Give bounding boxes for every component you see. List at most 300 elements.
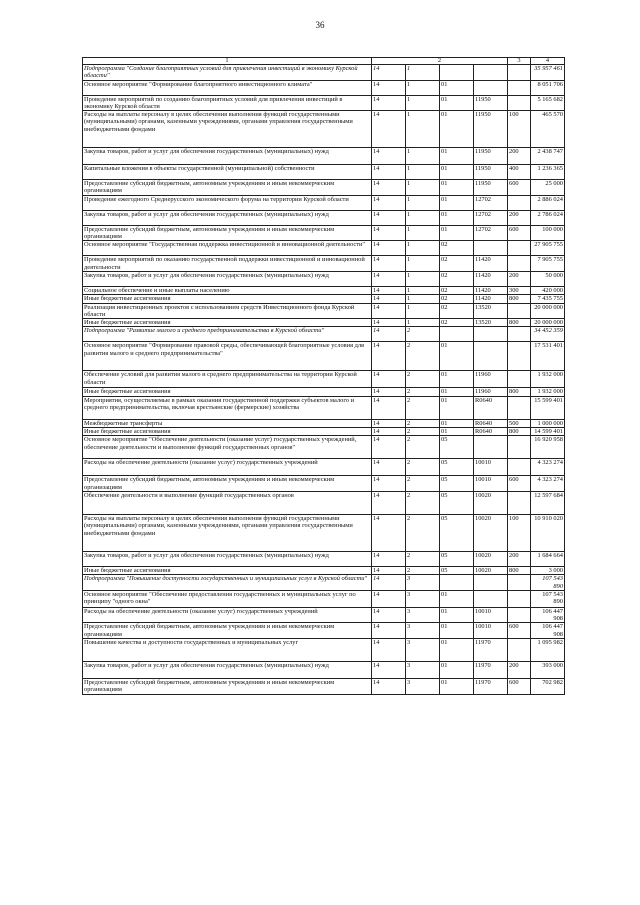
row-amount: 465 570 xyxy=(531,111,565,148)
row-code-c: 01 xyxy=(440,623,474,639)
table-row xyxy=(83,180,565,196)
row-code-a: 14 xyxy=(372,551,406,566)
row-code-e xyxy=(508,371,531,388)
row-amount: 393 000 xyxy=(531,662,565,679)
row-code-a: 14 xyxy=(372,371,406,388)
row-code-d: 12702 xyxy=(474,225,508,241)
row-amount: 107 543 890 xyxy=(531,590,565,607)
table-row xyxy=(83,271,565,286)
row-code-a: 14 xyxy=(372,148,406,165)
row-code-a: 14 xyxy=(372,476,406,492)
row-code-c: 01 xyxy=(440,95,474,111)
table-row xyxy=(83,165,565,180)
row-code-a: 14 xyxy=(372,419,406,427)
header-col-3: 3 xyxy=(508,58,531,65)
row-code-a: 14 xyxy=(372,639,406,662)
row-code-e xyxy=(508,256,531,272)
row-code-b: 1 xyxy=(406,303,440,319)
row-code-b: 2 xyxy=(406,342,440,371)
row-name: Основное мероприятие "Формирование правовой среды, обеспечивающей благоприятные условия для развития малого и среднего предпринимательства" xyxy=(83,342,372,371)
table-row xyxy=(83,419,565,427)
row-code-a: 14 xyxy=(372,303,406,319)
row-code-b: 3 xyxy=(406,575,440,591)
row-code-e: 800 xyxy=(508,388,531,396)
row-code-d: 11960 xyxy=(474,371,508,388)
row-code-e xyxy=(508,590,531,607)
row-code-b: 2 xyxy=(406,436,440,459)
row-code-b: 2 xyxy=(406,476,440,492)
table-row xyxy=(83,623,565,639)
row-code-e xyxy=(508,575,531,591)
row-amount: 25 000 xyxy=(531,180,565,196)
row-name: Закупка товаров, работ и услуг для обеспечения государственных (муниципальных) нужд xyxy=(83,271,372,286)
row-code-e xyxy=(508,303,531,319)
row-code-b: 1 xyxy=(406,256,440,272)
row-code-b: 1 xyxy=(406,225,440,241)
row-name: Основное мероприятие "Формирование благоприятного инвестиционного климата" xyxy=(83,80,372,95)
row-amount: 5 165 682 xyxy=(531,95,565,111)
row-name: Расходы на выплаты персоналу в целях обеспечения выполнения функций государственными (муниципальными) органами, казенными учреждениями, органами управления государственными внебюджетными фондами xyxy=(83,111,372,148)
row-amount: 4 323 274 xyxy=(531,459,565,476)
row-code-c: 01 xyxy=(440,388,474,396)
table-row xyxy=(83,388,565,396)
row-code-b: 1 xyxy=(406,80,440,95)
row-code-d: 11420 xyxy=(474,295,508,303)
table-row xyxy=(83,459,565,476)
row-code-a: 14 xyxy=(372,295,406,303)
row-code-a: 14 xyxy=(372,165,406,180)
row-code-d xyxy=(474,65,508,81)
row-amount: 20 000 000 xyxy=(531,303,565,319)
budget-table xyxy=(82,57,565,695)
row-name: Предоставление субсидий бюджетным, автономным учреждениям и иным некоммерческим организациям xyxy=(83,679,372,695)
row-code-e: 600 xyxy=(508,476,531,492)
row-code-c xyxy=(440,575,474,591)
row-code-a: 14 xyxy=(372,436,406,459)
row-code-b: 2 xyxy=(406,388,440,396)
row-code-c: 01 xyxy=(440,195,474,210)
row-code-a: 14 xyxy=(372,514,406,551)
row-code-e: 800 xyxy=(508,295,531,303)
table-row xyxy=(83,662,565,679)
row-amount: 1 095 982 xyxy=(531,639,565,662)
row-name: Повышение качества и доступности государственных и муниципальных услуг xyxy=(83,639,372,662)
row-code-a: 14 xyxy=(372,271,406,286)
row-code-b: 1 xyxy=(406,65,440,81)
row-amount: 1 236 365 xyxy=(531,165,565,180)
row-name: Иные бюджетные ассигнования xyxy=(83,428,372,436)
row-code-d: 11420 xyxy=(474,271,508,286)
row-code-e xyxy=(508,327,531,342)
row-code-b: 3 xyxy=(406,662,440,679)
row-code-e: 600 xyxy=(508,679,531,695)
table-row xyxy=(83,210,565,225)
row-code-b: 2 xyxy=(406,419,440,427)
table-row xyxy=(83,491,565,514)
row-amount: 100 000 xyxy=(531,225,565,241)
row-amount: 27 905 755 xyxy=(531,241,565,256)
row-code-b: 1 xyxy=(406,241,440,256)
row-name: Предоставление субсидий бюджетным, автономным учреждениям и иным некоммерческим организациям xyxy=(83,623,372,639)
row-amount: 2 786 024 xyxy=(531,210,565,225)
table-row xyxy=(83,342,565,371)
row-code-d xyxy=(474,241,508,256)
row-code-a: 14 xyxy=(372,195,406,210)
row-name: Основное мероприятие "Обеспечение предоставления государственных и муниципальных услуг по принципу "одного окна" xyxy=(83,590,372,607)
row-code-a: 14 xyxy=(372,111,406,148)
row-code-c: 01 xyxy=(440,590,474,607)
row-code-c: 02 xyxy=(440,241,474,256)
row-code-b: 2 xyxy=(406,566,440,574)
row-code-b: 1 xyxy=(406,295,440,303)
row-code-c: 01 xyxy=(440,371,474,388)
row-code-e: 600 xyxy=(508,180,531,196)
row-code-c: 05 xyxy=(440,491,474,514)
row-code-e xyxy=(508,80,531,95)
table-row xyxy=(83,111,565,148)
row-code-d: 12702 xyxy=(474,195,508,210)
row-code-d: 10010 xyxy=(474,623,508,639)
row-code-a: 14 xyxy=(372,491,406,514)
row-code-b: 3 xyxy=(406,607,440,623)
row-code-e xyxy=(508,436,531,459)
row-code-c: 01 xyxy=(440,419,474,427)
row-name: Обеспечение условий для развития малого и среднего предпринимательства на территории Курской области xyxy=(83,371,372,388)
row-code-e: 300 xyxy=(508,286,531,294)
row-name: Обеспечение деятельности и выполнение функций государственных органов xyxy=(83,491,372,514)
row-code-e: 100 xyxy=(508,111,531,148)
row-code-a: 14 xyxy=(372,286,406,294)
row-code-e: 600 xyxy=(508,225,531,241)
table-row xyxy=(83,327,565,342)
row-code-c: 01 xyxy=(440,80,474,95)
row-code-d: 11970 xyxy=(474,639,508,662)
row-code-e: 800 xyxy=(508,319,531,327)
row-code-d: 10020 xyxy=(474,551,508,566)
table-row xyxy=(83,225,565,241)
table-row xyxy=(83,319,565,327)
table-row xyxy=(83,679,565,695)
row-code-d: R0640 xyxy=(474,396,508,419)
row-code-b: 1 xyxy=(406,271,440,286)
row-code-e: 200 xyxy=(508,662,531,679)
row-code-a: 14 xyxy=(372,180,406,196)
row-code-d: 11420 xyxy=(474,256,508,272)
row-name: Предоставление субсидий бюджетным, автономным учреждениям и иным некоммерческим организациям xyxy=(83,180,372,196)
row-code-c: 02 xyxy=(440,271,474,286)
row-code-b: 2 xyxy=(406,371,440,388)
row-code-a: 14 xyxy=(372,590,406,607)
table-row xyxy=(83,436,565,459)
row-code-d: 11950 xyxy=(474,180,508,196)
row-code-e: 800 xyxy=(508,428,531,436)
row-code-b: 1 xyxy=(406,180,440,196)
row-code-d: 11960 xyxy=(474,388,508,396)
row-code-d: 11970 xyxy=(474,662,508,679)
row-code-a: 14 xyxy=(372,623,406,639)
table-row xyxy=(83,195,565,210)
row-code-a: 14 xyxy=(372,428,406,436)
row-code-e xyxy=(508,342,531,371)
row-code-b: 2 xyxy=(406,514,440,551)
row-amount: 50 000 xyxy=(531,271,565,286)
row-name: Предоставление субсидий бюджетным, автономным учреждениям и иным некоммерческим организациям xyxy=(83,225,372,241)
row-code-d: 10010 xyxy=(474,476,508,492)
row-name: Подпрограмма "Создание благоприятных условий для привлечения инвестиций в экономику Курской области" xyxy=(83,65,372,81)
table-row xyxy=(83,428,565,436)
row-code-e: 400 xyxy=(508,165,531,180)
table-row xyxy=(83,80,565,95)
row-code-e: 200 xyxy=(508,210,531,225)
row-name: Социальное обеспечение и иные выплаты населению xyxy=(83,286,372,294)
row-code-e xyxy=(508,639,531,662)
row-code-c: 01 xyxy=(440,165,474,180)
row-code-e: 200 xyxy=(508,271,531,286)
row-code-e xyxy=(508,241,531,256)
table-row xyxy=(83,396,565,419)
row-code-a: 14 xyxy=(372,210,406,225)
row-code-a: 14 xyxy=(372,319,406,327)
row-name: Иные бюджетные ассигнования xyxy=(83,319,372,327)
row-amount: 420 000 xyxy=(531,286,565,294)
table-header-row xyxy=(83,58,565,65)
row-code-d xyxy=(474,436,508,459)
row-code-b: 2 xyxy=(406,459,440,476)
row-amount: 107 543 890 xyxy=(531,575,565,591)
row-code-c xyxy=(440,65,474,81)
row-code-d xyxy=(474,575,508,591)
row-code-b: 2 xyxy=(406,551,440,566)
row-code-c: 01 xyxy=(440,662,474,679)
row-name: Подпрограмма "Повышение доступности государственных и муниципальных услуг в Курской области" xyxy=(83,575,372,591)
row-code-c: 01 xyxy=(440,639,474,662)
row-name: Закупка товаров, работ и услуг для обеспечения государственных (муниципальных) нужд xyxy=(83,551,372,566)
table-row xyxy=(83,286,565,294)
row-code-c: 01 xyxy=(440,396,474,419)
row-code-c: 05 xyxy=(440,459,474,476)
row-code-b: 1 xyxy=(406,319,440,327)
table-row xyxy=(83,639,565,662)
header-col-4: 4 xyxy=(531,58,565,65)
row-code-e: 800 xyxy=(508,566,531,574)
table-row xyxy=(83,575,565,591)
row-amount: 16 920 958 xyxy=(531,436,565,459)
row-code-b: 1 xyxy=(406,165,440,180)
row-code-e: 500 xyxy=(508,419,531,427)
row-code-e xyxy=(508,65,531,81)
row-code-b: 3 xyxy=(406,623,440,639)
row-name: Реализация инвестиционных проектов с использованием средств Инвестиционного фонда Курской области xyxy=(83,303,372,319)
row-amount: 10 910 020 xyxy=(531,514,565,551)
row-name: Основное мероприятие "Государственная поддержка инвестиционной и инновационной деятельности" xyxy=(83,241,372,256)
row-name: Закупка товаров, работ и услуг для обеспечения государственных (муниципальных) нужд xyxy=(83,148,372,165)
row-amount: 34 452 359 xyxy=(531,327,565,342)
row-code-d: 13520 xyxy=(474,319,508,327)
row-name: Проведение мероприятий по созданию благоприятных условий для привлечения инвестиций в экономику Курской области xyxy=(83,95,372,111)
row-code-e xyxy=(508,396,531,419)
row-name: Проведение ежегодного Среднерусского экономического форума на территории Курской области xyxy=(83,195,372,210)
table-row xyxy=(83,476,565,492)
table-row xyxy=(83,514,565,551)
row-amount: 1 684 664 xyxy=(531,551,565,566)
row-code-d: 10020 xyxy=(474,566,508,574)
row-name: Проведение мероприятий по оказанию государственной поддержки инвестиционной и инновационной деятельности xyxy=(83,256,372,272)
table-row xyxy=(83,241,565,256)
row-code-c: 05 xyxy=(440,436,474,459)
row-code-d: 10020 xyxy=(474,514,508,551)
table-row xyxy=(83,551,565,566)
row-code-c: 01 xyxy=(440,111,474,148)
row-code-e: 200 xyxy=(508,148,531,165)
row-amount: 15 599 401 xyxy=(531,396,565,419)
row-code-d: 10020 xyxy=(474,491,508,514)
row-code-d xyxy=(474,342,508,371)
row-name: Капитальные вложения в объекты государственной (муниципальной) собственности xyxy=(83,165,372,180)
row-code-a: 14 xyxy=(372,566,406,574)
row-name: Мероприятия, осуществляемые в рамках оказания государственной поддержки субъектов малого и среднего предпринимательства, включая крестьянские (фермерские) хозяйства xyxy=(83,396,372,419)
row-amount: 106 447 908 xyxy=(531,607,565,623)
row-amount: 20 000 000 xyxy=(531,319,565,327)
row-code-c: 01 xyxy=(440,210,474,225)
row-name: Межбюджетные трансферты xyxy=(83,419,372,427)
row-code-e xyxy=(508,607,531,623)
row-amount: 1 932 000 xyxy=(531,388,565,396)
row-code-d: R0640 xyxy=(474,419,508,427)
row-code-c: 02 xyxy=(440,303,474,319)
row-amount: 106 447 908 xyxy=(531,623,565,639)
row-code-d xyxy=(474,80,508,95)
row-code-d: 11950 xyxy=(474,95,508,111)
row-code-a: 14 xyxy=(372,65,406,81)
row-name: Подпрограмма "Развитие малого и среднего предпринимательства в Курской области" xyxy=(83,327,372,342)
row-amount: 7 435 755 xyxy=(531,295,565,303)
row-code-a: 14 xyxy=(372,225,406,241)
row-code-e: 100 xyxy=(508,514,531,551)
row-code-a: 14 xyxy=(372,459,406,476)
row-code-c: 01 xyxy=(440,148,474,165)
row-code-c: 05 xyxy=(440,476,474,492)
row-code-d: 11950 xyxy=(474,111,508,148)
row-code-b: 2 xyxy=(406,396,440,419)
row-code-b: 1 xyxy=(406,286,440,294)
table-row xyxy=(83,65,565,81)
row-code-a: 14 xyxy=(372,396,406,419)
table-row xyxy=(83,256,565,272)
row-code-d: 11950 xyxy=(474,165,508,180)
row-code-e xyxy=(508,491,531,514)
row-code-b: 3 xyxy=(406,590,440,607)
row-code-a: 14 xyxy=(372,80,406,95)
row-code-e xyxy=(508,95,531,111)
row-amount: 2 886 024 xyxy=(531,195,565,210)
table-row xyxy=(83,295,565,303)
row-code-b: 1 xyxy=(406,111,440,148)
row-code-d: 12702 xyxy=(474,210,508,225)
row-code-c: 05 xyxy=(440,551,474,566)
table-row xyxy=(83,303,565,319)
row-code-a: 14 xyxy=(372,256,406,272)
page-number: 36 xyxy=(315,20,325,30)
row-name: Иные бюджетные ассигнования xyxy=(83,566,372,574)
row-code-c: 01 xyxy=(440,180,474,196)
row-code-e xyxy=(508,459,531,476)
row-code-b: 1 xyxy=(406,148,440,165)
table-row xyxy=(83,95,565,111)
row-amount: 14 599 401 xyxy=(531,428,565,436)
row-code-b: 1 xyxy=(406,195,440,210)
row-code-b: 2 xyxy=(406,327,440,342)
header-col-1: 1 xyxy=(83,58,372,65)
row-code-c xyxy=(440,327,474,342)
table-row xyxy=(83,590,565,607)
row-name: Расходы на выплаты персоналу в целях обеспечения выполнения функций государственными (муниципальными) органами, казенными учреждениями, органами управления государственными внебюджетными фондами xyxy=(83,514,372,551)
row-amount: 1 932 000 xyxy=(531,371,565,388)
table-row xyxy=(83,371,565,388)
row-code-b: 3 xyxy=(406,679,440,695)
row-code-d: 10010 xyxy=(474,459,508,476)
table-row xyxy=(83,566,565,574)
row-code-c: 01 xyxy=(440,225,474,241)
row-code-a: 14 xyxy=(372,607,406,623)
row-code-c: 02 xyxy=(440,295,474,303)
row-amount: 35 957 461 xyxy=(531,65,565,81)
table-row xyxy=(83,148,565,165)
row-code-d: 10010 xyxy=(474,607,508,623)
row-name: Иные бюджетные ассигнования xyxy=(83,388,372,396)
row-code-c: 02 xyxy=(440,256,474,272)
row-name: Основное мероприятие "Обеспечение деятельности (оказание услуг) государственных учреждений, обеспечение деятельности и выполнение функций государственных органов" xyxy=(83,436,372,459)
row-code-a: 14 xyxy=(372,95,406,111)
row-amount: 702 982 xyxy=(531,679,565,695)
row-amount: 17 531 401 xyxy=(531,342,565,371)
budget-table-body xyxy=(83,58,565,695)
row-code-c: 01 xyxy=(440,428,474,436)
row-amount: 7 905 755 xyxy=(531,256,565,272)
row-code-c: 05 xyxy=(440,514,474,551)
row-code-d xyxy=(474,590,508,607)
row-code-d: 11950 xyxy=(474,148,508,165)
row-code-b: 3 xyxy=(406,639,440,662)
row-code-d: 11970 xyxy=(474,679,508,695)
row-code-c: 05 xyxy=(440,566,474,574)
row-amount: 2 438 747 xyxy=(531,148,565,165)
row-name: Иные бюджетные ассигнования xyxy=(83,295,372,303)
row-code-d: 13520 xyxy=(474,303,508,319)
row-name: Закупка товаров, работ и услуг для обеспечения государственных (муниципальных) нужд xyxy=(83,210,372,225)
row-amount: 12 597 684 xyxy=(531,491,565,514)
header-col-2: 2 xyxy=(372,58,508,65)
row-code-a: 14 xyxy=(372,679,406,695)
row-code-d xyxy=(474,327,508,342)
row-code-c: 01 xyxy=(440,342,474,371)
row-code-c: 01 xyxy=(440,679,474,695)
row-amount: 3 000 xyxy=(531,566,565,574)
row-code-a: 14 xyxy=(372,575,406,591)
table-row xyxy=(83,607,565,623)
row-name: Расходы на обеспечение деятельности (оказание услуг) государственных учреждений xyxy=(83,459,372,476)
row-code-d: R0640 xyxy=(474,428,508,436)
row-code-a: 14 xyxy=(372,241,406,256)
row-code-e: 200 xyxy=(508,551,531,566)
row-code-a: 14 xyxy=(372,662,406,679)
row-code-a: 14 xyxy=(372,342,406,371)
row-amount: 1 000 000 xyxy=(531,419,565,427)
row-name: Предоставление субсидий бюджетным, автономным учреждениям и иным некоммерческим организациям xyxy=(83,476,372,492)
row-code-d: 11420 xyxy=(474,286,508,294)
row-code-c: 02 xyxy=(440,286,474,294)
row-code-c: 02 xyxy=(440,319,474,327)
row-code-a: 14 xyxy=(372,327,406,342)
